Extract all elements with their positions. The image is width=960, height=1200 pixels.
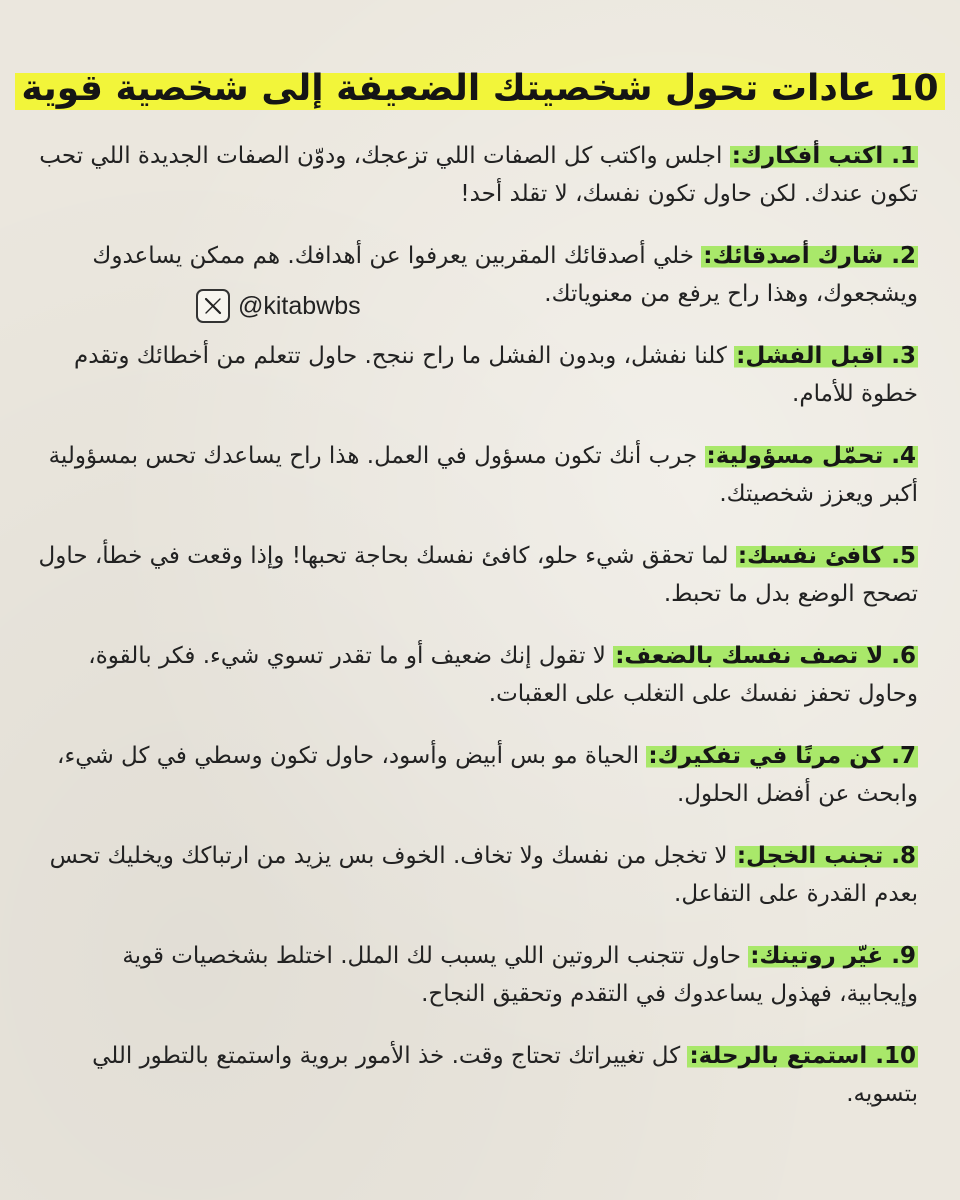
item-label: غيّر روتينك: xyxy=(750,943,884,969)
item-label: شارك أصدقائك: xyxy=(703,243,884,269)
item-number: 7. xyxy=(891,743,916,769)
item-number: 10. xyxy=(875,1043,916,1069)
list-item xyxy=(38,933,918,1033)
item-text: جرب أنك تكون مسؤول في العمل. هذا راح يساعدك تحس بمسؤولية أكبر ويعزز شخصيتك. xyxy=(48,443,918,507)
item-label: اقبل الفشل: xyxy=(736,343,884,369)
item-heading xyxy=(730,143,918,169)
list-item xyxy=(38,733,918,833)
item-heading xyxy=(646,743,918,769)
item-label: لا تصف نفسك بالضعف: xyxy=(615,643,884,669)
item-text: كل تغييراتك تحتاج وقت. خذ الأمور بروية واستمتع بالتطور اللي بتسويه. xyxy=(92,1043,918,1107)
social-handle[interactable] xyxy=(196,286,361,326)
list-item xyxy=(38,533,918,633)
habits-list xyxy=(38,133,918,1133)
item-label: تحمّل مسؤولية: xyxy=(706,443,884,469)
item-heading xyxy=(705,443,918,469)
list-item xyxy=(38,833,918,933)
item-heading xyxy=(736,543,918,569)
handle-text: @kitabwbs xyxy=(238,291,361,320)
item-label: كافئ نفسك: xyxy=(737,543,884,569)
item-heading xyxy=(687,1043,918,1069)
item-text: لا تقول إنك ضعيف أو ما تقدر تسوي شيء. فكر بالقوة، وحاول تحفز نفسك على التغلب على العقبات. xyxy=(88,643,918,707)
item-number: 5. xyxy=(891,543,916,569)
list-item xyxy=(38,333,918,433)
title-block xyxy=(0,64,960,114)
item-heading xyxy=(748,943,918,969)
item-heading xyxy=(701,243,918,269)
item-label: استمتع بالرحلة: xyxy=(689,1043,868,1069)
item-heading xyxy=(613,643,918,669)
item-heading xyxy=(734,343,918,369)
list-item xyxy=(38,1033,918,1133)
item-text: لما تحقق شيء حلو، كافئ نفسك بحاجة تحبها! وإذا وقعت في خطأ، حاول تصحح الوضع بدل ما تحبط. xyxy=(38,543,918,607)
item-label: تجنب الخجل: xyxy=(736,843,884,869)
item-text: خلي أصدقائك المقربين يعرفوا عن أهدافك. هم ممكن يساعدوك ويشجعوك، وهذا راح يرفع من معنوياتك. xyxy=(92,243,918,307)
item-number: 8. xyxy=(891,843,916,869)
item-number: 4. xyxy=(891,443,916,469)
item-number: 9. xyxy=(891,943,916,969)
item-label: كن مرنًا في تفكيرك: xyxy=(648,743,884,769)
item-text: اجلس واكتب كل الصفات اللي تزعجك، ودوّن الصفات الجديدة اللي تحب تكون عندك. لكن حاول تكون نفسك، لا تقلد أحد! xyxy=(39,143,918,207)
list-item xyxy=(38,633,918,733)
item-label: اكتب أفكارك: xyxy=(731,143,884,169)
item-text: كلنا نفشل، وبدون الفشل ما راح ننجح. حاول تتعلم من أخطائك وتقدم خطوة للأمام. xyxy=(73,343,918,407)
item-text: حاول تتجنب الروتين اللي يسبب لك الملل. اختلط بشخصيات قوية وإيجابية، فهذول يساعدوك في التقدم وتحقيق النجاح. xyxy=(122,943,918,1007)
item-heading xyxy=(735,843,918,869)
item-number: 3. xyxy=(891,343,916,369)
x-logo-icon xyxy=(196,289,230,323)
list-item xyxy=(38,433,918,533)
page-title: 10 عادات تحول شخصيتك الضعيفة إلى شخصية قوية xyxy=(15,64,944,114)
item-number: 6. xyxy=(891,643,916,669)
item-number: 1. xyxy=(891,143,916,169)
item-text: الحياة مو بس أبيض وأسود، حاول تكون وسطي في كل شيء، وابحث عن أفضل الحلول. xyxy=(57,743,918,807)
item-number: 2. xyxy=(891,243,916,269)
item-text: لا تخجل من نفسك ولا تخاف. الخوف بس يزيد من ارتباكك ويخليك تحس بعدم القدرة على التفاعل. xyxy=(49,843,918,907)
list-item xyxy=(38,233,918,333)
list-item xyxy=(38,133,918,233)
